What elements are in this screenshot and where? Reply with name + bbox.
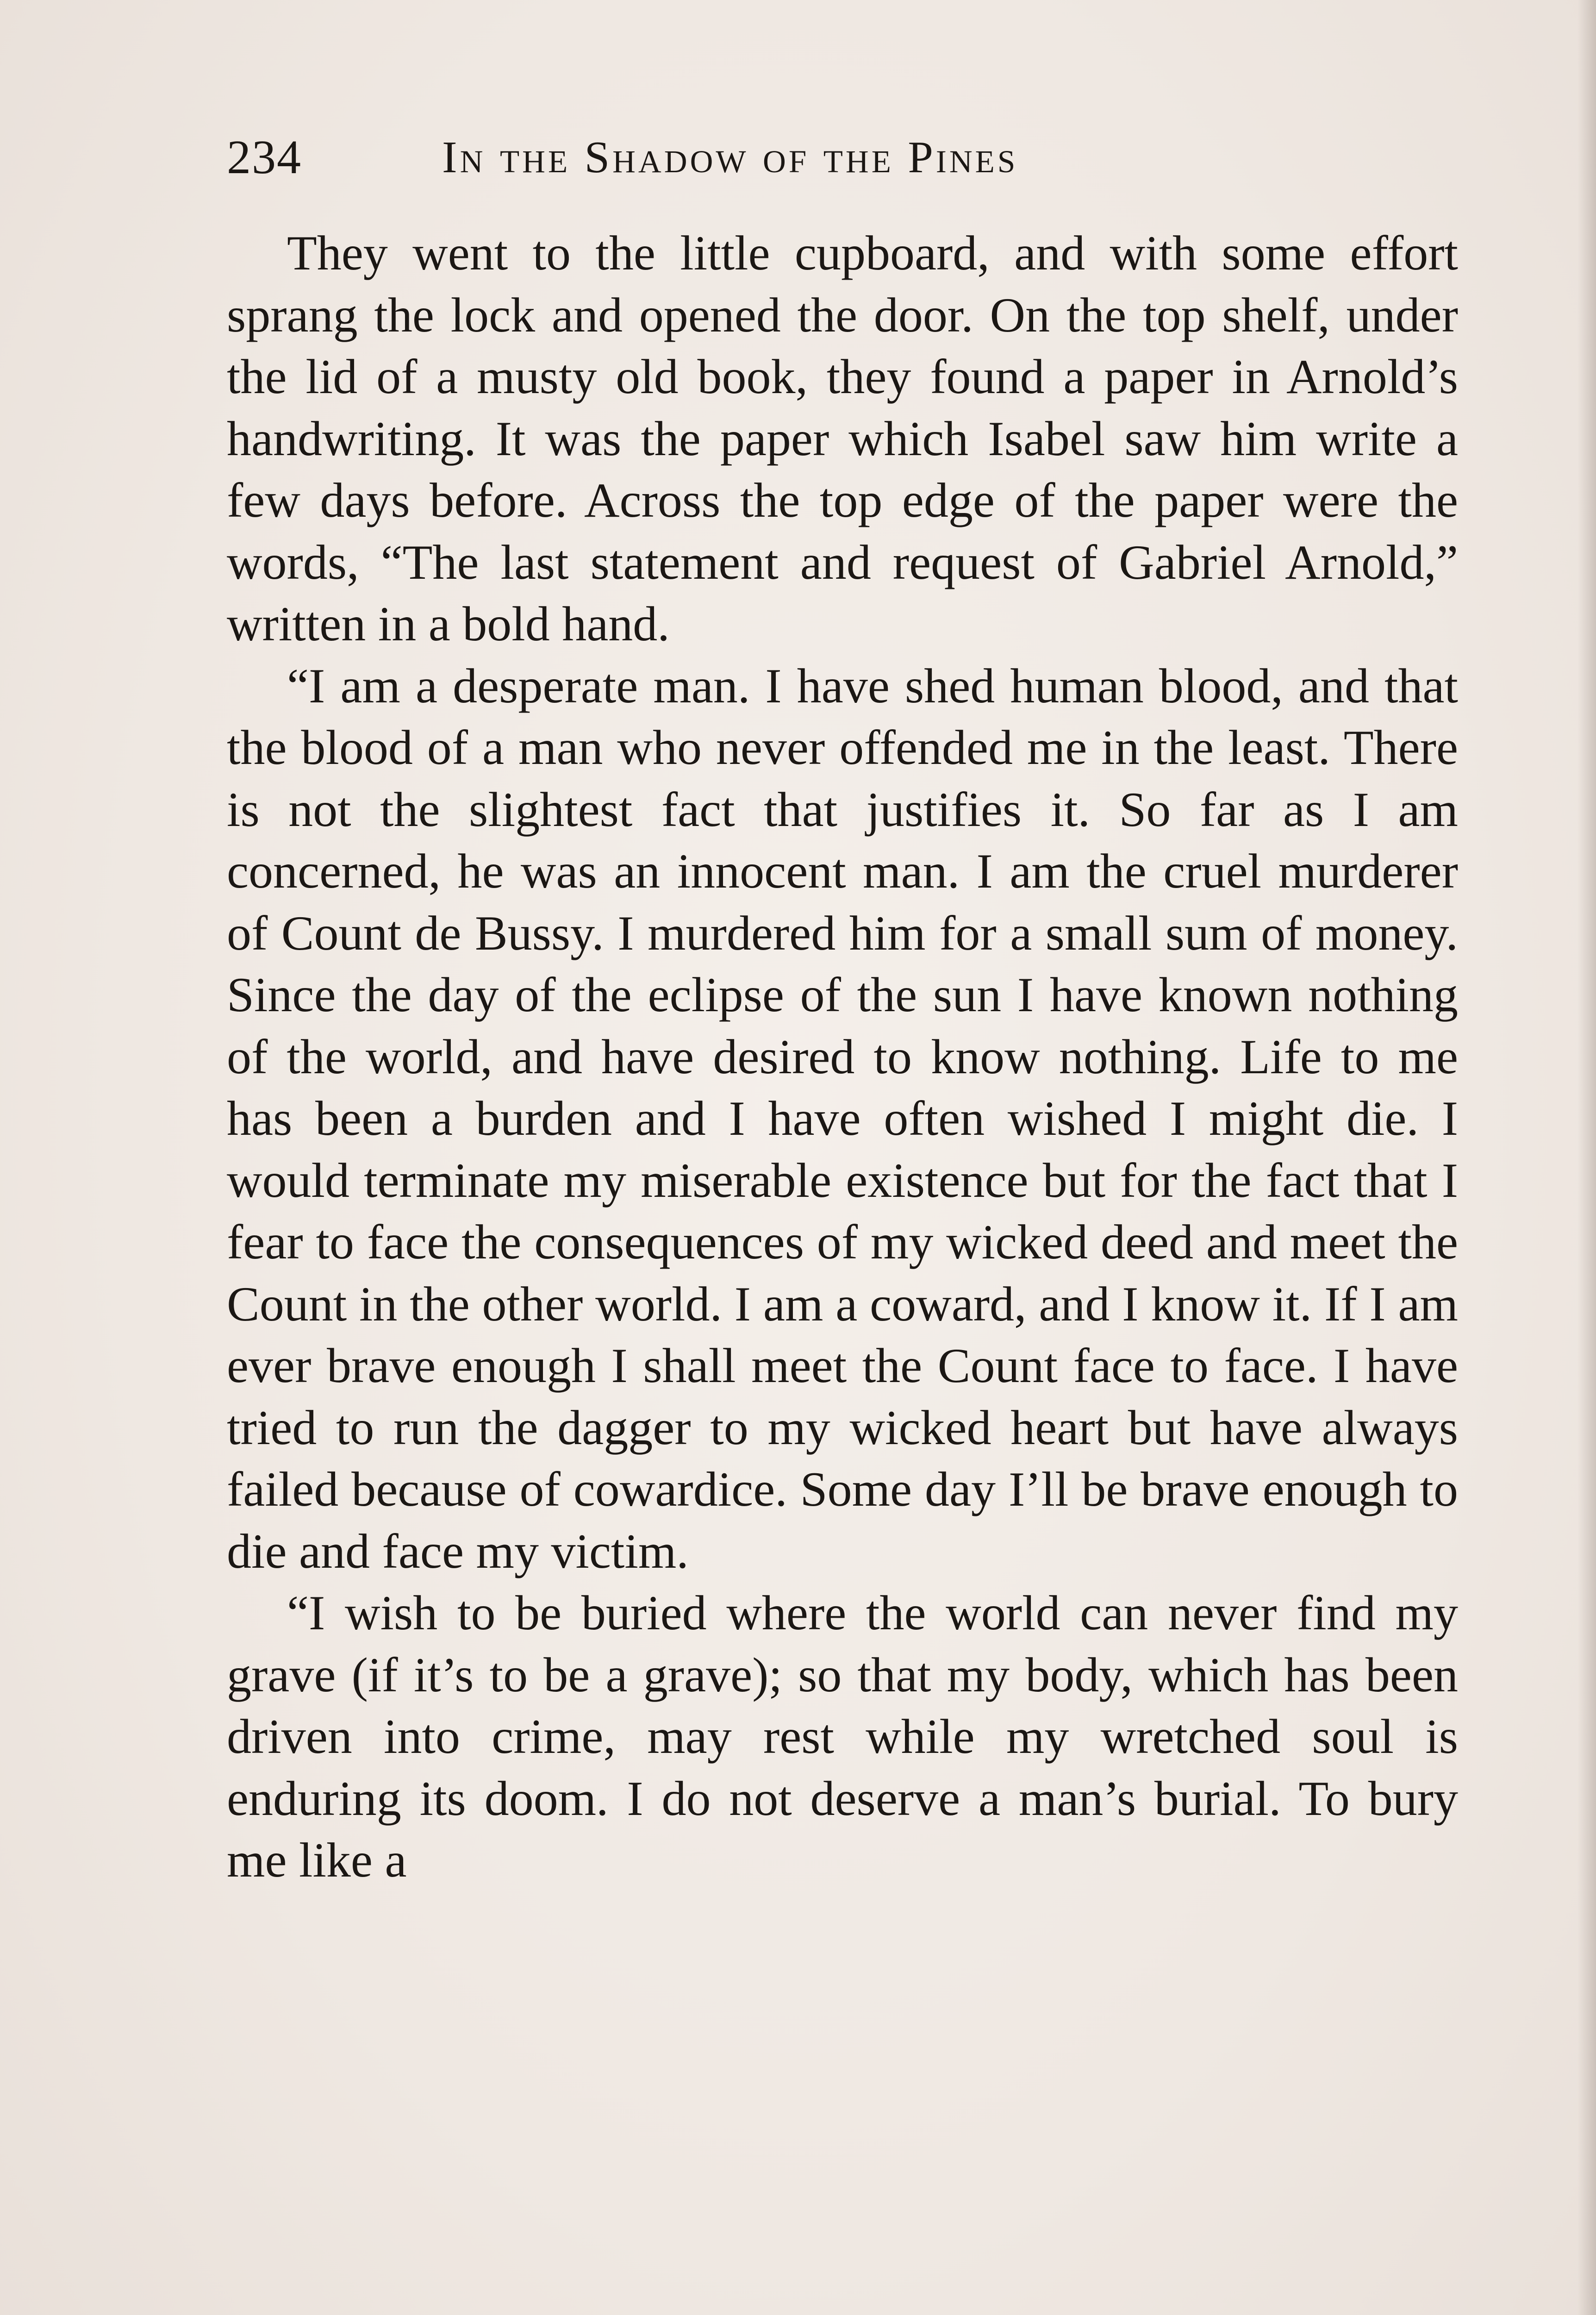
page-edge-shadow bbox=[1577, 0, 1596, 2315]
paragraph: “I wish to be buried where the world can never find my grave (if it’s to be a grave); so that my body, which has been driven into crime, may rest while my wretched soul is enduring its doom. I do not deserve a man’s burial. To bury me like a bbox=[227, 1586, 1458, 1887]
paragraph: “I am a desperate man. I have shed human blood, and that the blood of a man who never offended me in the least. There is not the slightest fact that justifies it. So far as I am concerned, he was an innocent man. I am the cruel murderer of Count de Bussy. I murdered him for a small sum of money. Since the day of the eclipse of the sun I have known nothing of the world, and have desired to know nothing. Life to me has been a burden and I have often wished I might die. I would terminate my miserable existence but for the fact that I fear to face the consequences of my wicked deed and meet the Count in the other world. I am a coward, and I know it. If I am ever brave enough I shall meet the Count face to face. I have tried to run the dagger to my wicked heart but have always failed because of cowardice. Some day I’ll be brave enough to die and face my victim. bbox=[227, 658, 1458, 1578]
page-number: 234 bbox=[227, 131, 302, 184]
running-head: In the Shadow of the Pines bbox=[442, 132, 1018, 182]
paragraph: They went to the little cupboard, and with some effort sprang the lock and opened the door. On the top shelf, under the lid of a musty old book, they found a paper in Arnold’s handwriting. It was the paper which Isabel saw him write a few days before. Across the top edge of the paper were the words, “The last statement and request of Gabriel Arnold,” written in a bold hand. bbox=[227, 226, 1458, 651]
page-header bbox=[227, 125, 1458, 190]
body-text bbox=[227, 222, 1458, 1891]
